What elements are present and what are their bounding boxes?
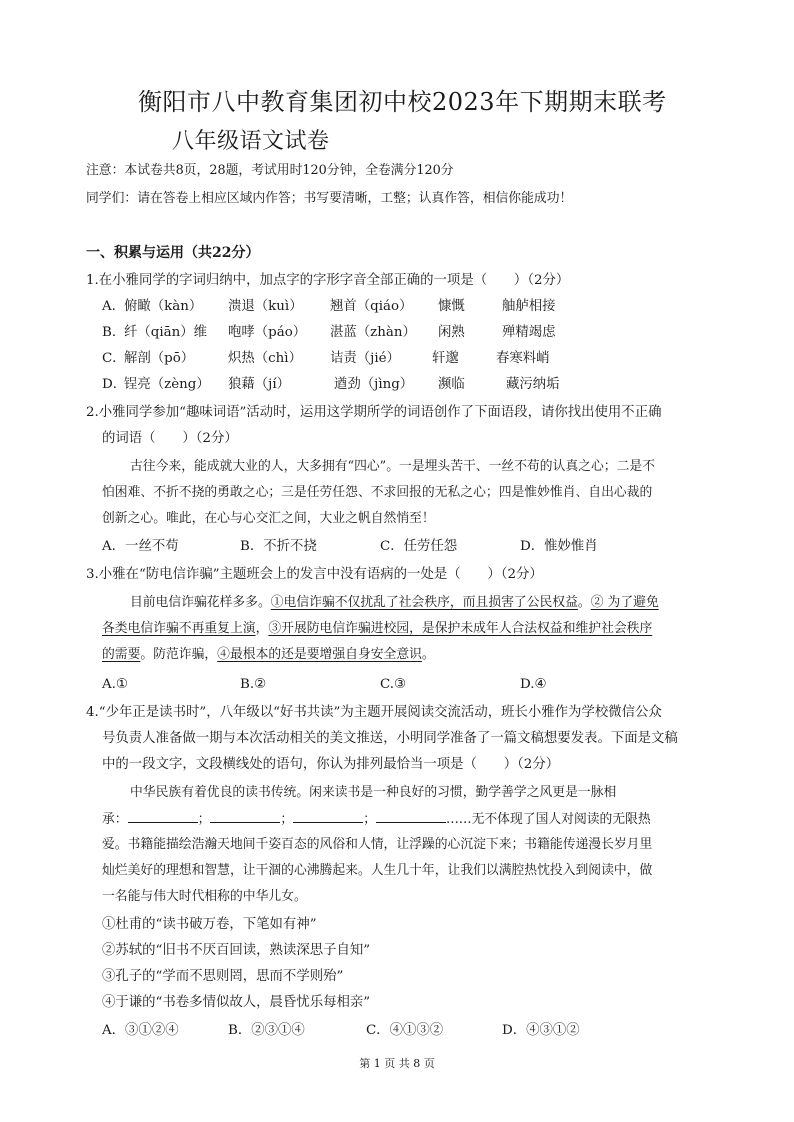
- quote-item-3: ③孔子的“学而不思则罔，思而不学则殆”: [102, 969, 344, 984]
- underlined-sentence-2: ② 为了避免: [590, 595, 659, 610]
- passage-line: [102, 810, 651, 829]
- question-2-option-a: A．一丝不苟: [102, 539, 179, 554]
- question-3-option-c: C.③: [380, 677, 407, 692]
- answer-blank: [376, 810, 446, 823]
- passage-line: 中华民族有着优良的读书传统。闲来读书是一种良好的习惯，勤学善学之风更是一脉相: [130, 785, 617, 800]
- word-cell: 殚精竭虑: [502, 325, 556, 340]
- passage-text: ……无不体现了国人对阅读的无限热: [445, 812, 651, 827]
- passage-line: [102, 620, 652, 638]
- question-2-stem: 2.小雅同学参加“趣味词语”活动时，运用这学期所学的词语创作了下面语段，请你找出使用不正确: [86, 405, 662, 420]
- word-cell: 藏污纳垢: [506, 377, 560, 392]
- underlined-sentence-3: ③开展防电信诈骗进校园，是保护未成年人合法权益和维护社会秩序: [268, 621, 653, 636]
- question-2-stem-cont: 的词语（ ）（2分）: [102, 431, 238, 446]
- question-4-stem: 4.“少年正是读书时”，八年级以“好书共读”为主题开展阅读交流活动，班长小雅作为学校微信公众: [86, 705, 662, 720]
- question-4-option-d: D．④③①②: [502, 1023, 580, 1038]
- option-label: A．: [102, 299, 126, 314]
- underlined-sentence-4: ④最根本的还是要增强自身安全意识: [217, 647, 422, 662]
- student-instructions: 同学们：请在答卷上相应区域内作答；书写要清晰，工整；认真作答，相信你能成功！: [86, 191, 573, 206]
- passage-text: 。防范诈骗，: [140, 647, 218, 662]
- exam-title: 衡阳市八中教育集团初中校2023年下期期末联考: [138, 88, 667, 116]
- section-heading: 一、积累与运用（共22分）: [86, 245, 260, 261]
- answer-blank: [128, 810, 198, 823]
- word-cell: 湛蓝（zhàn）: [330, 325, 416, 340]
- passage-line: 怕困难、不折不挠的勇敢之心；三是任劳任怨、不求回报的无私之心；四是惟妙惟肖、自出心裁的: [102, 485, 653, 500]
- question-4-option-b: B．②③①④: [228, 1023, 305, 1038]
- question-2-option-d: D．惟妙惟肖: [520, 539, 598, 554]
- question-3-stem: 3.小雅在“防电信诈骗”主题班会上的发言中没有语病的一处是（ ）（2分）: [86, 567, 543, 582]
- passage-text: ；: [280, 812, 294, 827]
- question-4-option-a: A．③①②④: [102, 1023, 179, 1038]
- page-number: 第 1 页 共 8 页: [359, 1057, 435, 1070]
- exam-subtitle: 八年级语文试卷: [172, 129, 330, 154]
- option-label: B．: [102, 325, 126, 340]
- option-label: D．: [102, 377, 127, 392]
- question-3-option-a: A.①: [102, 677, 128, 692]
- passage-text: ，: [255, 621, 269, 636]
- quote-item-2: ②苏轼的“旧书不厌百回读，熟读深思子自知”: [102, 943, 371, 958]
- passage-text: 目前电信诈骗花样多多。: [130, 595, 271, 610]
- answer-blank: [293, 810, 363, 823]
- underlined-sentence-3-cont: 的需要: [102, 647, 141, 662]
- word-cell: 俯瞰（kàn）: [124, 299, 203, 314]
- word-cell: 慷慨: [438, 299, 465, 314]
- passage-line: 创新之心。唯此，在心与心交汇之间，大业之帆自然悄至！: [102, 511, 435, 526]
- word-cell: 春寒料峭: [496, 351, 550, 366]
- answer-blank: [210, 810, 280, 823]
- word-cell: 纤（qiān）维: [124, 325, 208, 340]
- question-3-option-d: D.④: [520, 677, 547, 692]
- passage-text: 。: [421, 647, 435, 662]
- word-cell: 解剖（pō）: [124, 351, 195, 366]
- passage-line: 爱。书籍能描绘浩瀚天地间千姿百态的风俗和人情，让浮躁的心沉淀下来；书籍能传递漫长岁月里: [102, 837, 653, 852]
- question-4-option-c: C．④①③②: [366, 1023, 444, 1038]
- word-cell: 舳舻相接: [502, 299, 556, 314]
- question-4-stem-cont: 号负责人准备做一期与本次活动相关的美文推送，小明同学准备了一篇文稿想要发表。下面是文稿: [102, 731, 678, 746]
- option-label: C．: [102, 351, 126, 366]
- word-cell: 闲熟: [438, 325, 465, 340]
- passage-line: 一名能与伟大时代相称的中华儿女。: [102, 889, 307, 904]
- question-2-option-b: B．不折不挠: [240, 539, 317, 554]
- word-cell: 翘首（qiáo）: [330, 299, 413, 314]
- word-cell: 炽热（chì）: [228, 351, 302, 366]
- passage-text: ；: [363, 812, 376, 827]
- word-cell: 锃亮（zèng）: [124, 377, 210, 392]
- word-cell: 溃退（kuì）: [228, 299, 303, 314]
- word-cell: 遒劲（jìng）: [334, 377, 414, 392]
- passage-line: 灿烂美好的理想和智慧，让干涸的心沸腾起来。人生几十年，让我们以满腔热忱投入到阅读中，做: [102, 863, 653, 878]
- word-cell: 轩邈: [432, 351, 459, 366]
- passage-text: 承：: [102, 812, 128, 827]
- passage-line: [102, 646, 435, 664]
- quote-item-1: ①杜甫的“读书破万卷，下笔如有神”: [102, 917, 317, 932]
- passage-text: 。: [577, 595, 591, 610]
- exam-note: 注意：本试卷共8页，28题，考试用时120分钟，全卷满分120分: [86, 163, 454, 178]
- underlined-sentence-2-cont: 各类电信诈骗不再重复上演: [102, 621, 256, 636]
- word-cell: 咆哮（páo）: [228, 325, 307, 340]
- question-2-option-c: C．任劳任怨: [380, 539, 458, 554]
- word-cell: 狼藉（jí）: [228, 377, 290, 392]
- word-cell: 诘责（jié）: [330, 351, 400, 366]
- question-1-stem: 1.在小雅同学的字词归纳中，加点字的字形字音全部正确的一项是（ ）（2分）: [86, 273, 570, 288]
- passage-text: ；: [197, 812, 211, 827]
- quote-item-4: ④于谦的“书卷多情似故人，晨昏忧乐每相亲”: [102, 995, 371, 1010]
- passage-line: 古往今来，能成就大业的人，大多拥有“四心”。一是埋头苦干、一丝不苟的认真之心；二是不: [130, 459, 655, 474]
- underlined-sentence-1: ①电信诈骗不仅扰乱了社会秩序，而且损害了公民权益: [270, 595, 578, 610]
- question-4-stem-cont: 中的一段文字，文段横线处的语句，你认为排列最恰当一项是（ ）（2分）: [102, 757, 560, 772]
- passage-line: [130, 594, 659, 612]
- question-3-option-b: B.②: [240, 677, 267, 692]
- word-cell: 濒临: [438, 377, 465, 392]
